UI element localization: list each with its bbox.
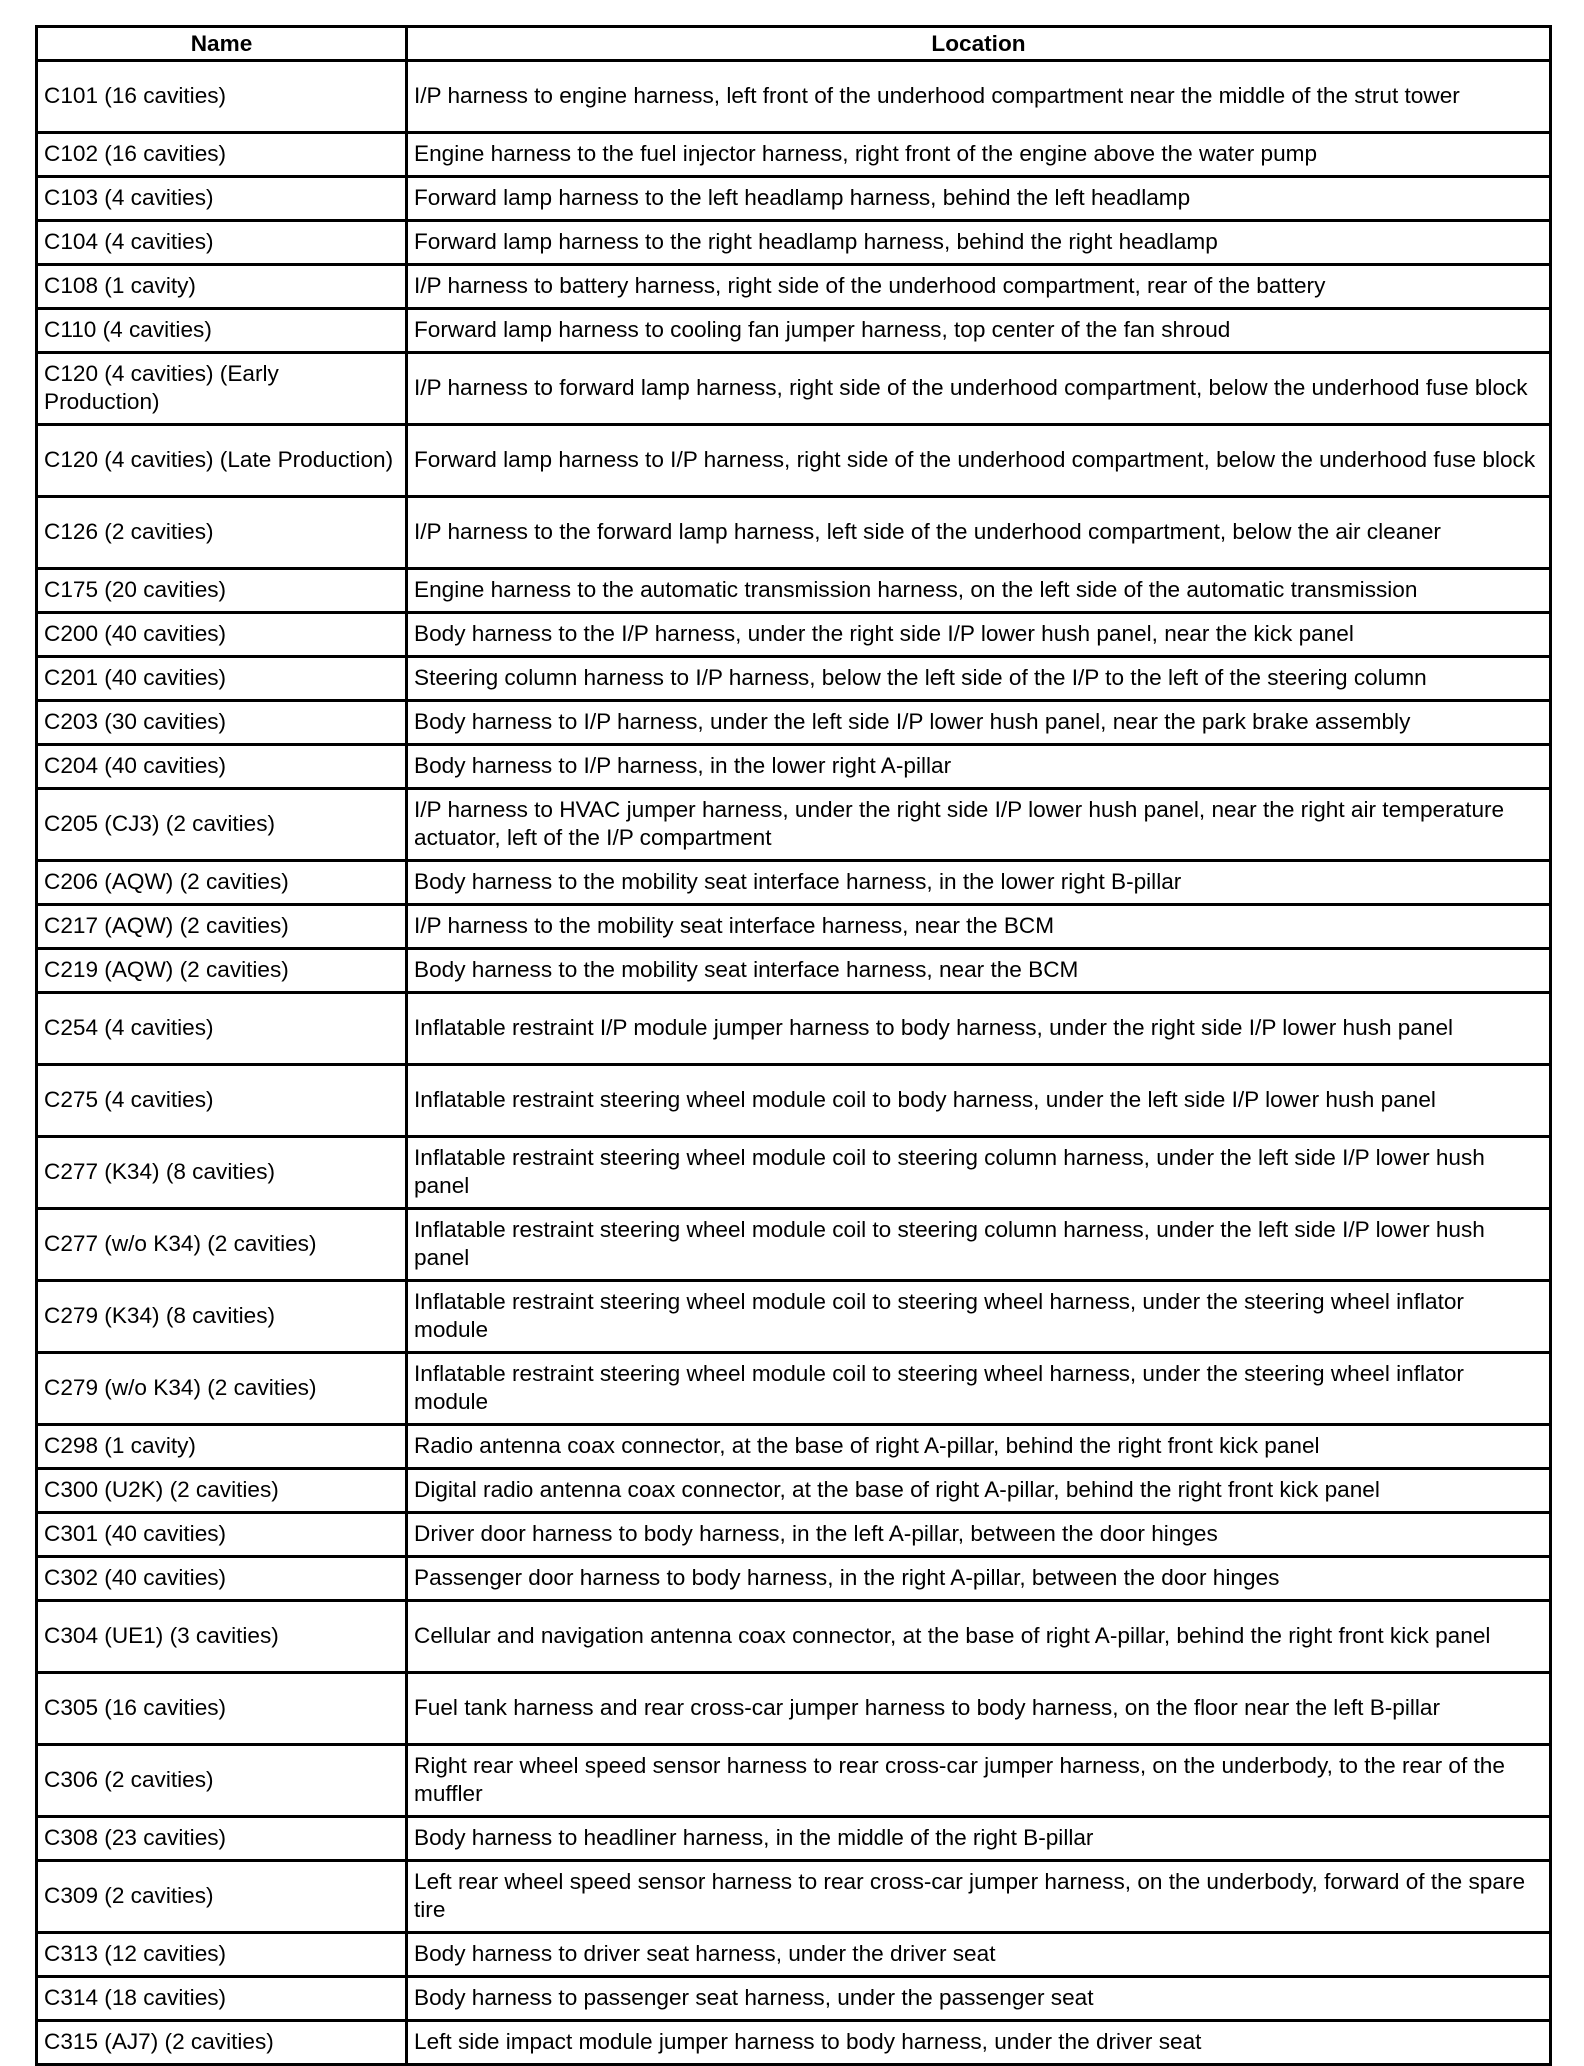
table-row	[37, 861, 1551, 905]
connector-name-cell: C217 (AQW) (2 cavities)	[37, 905, 407, 949]
connector-name-cell: C302 (40 cavities)	[37, 1557, 407, 1601]
connector-location-cell: Forward lamp harness to cooling fan jumper harness, top center of the fan shroud	[407, 309, 1551, 353]
connector-location-cell: Forward lamp harness to the left headlamp harness, behind the left headlamp	[407, 177, 1551, 221]
connector-name-cell: C305 (16 cavities)	[37, 1673, 407, 1745]
connector-name-cell: C254 (4 cavities)	[37, 993, 407, 1065]
table-row	[37, 613, 1551, 657]
connector-location-cell: Inflatable restraint steering wheel module coil to steering column harness, under the left side I/P lower hush panel	[407, 1209, 1551, 1281]
connector-location-cell: Forward lamp harness to the right headlamp harness, behind the right headlamp	[407, 221, 1551, 265]
table-row	[37, 1209, 1551, 1281]
table-row	[37, 265, 1551, 309]
table-row	[37, 133, 1551, 177]
connector-name-cell: C279 (w/o K34) (2 cavities)	[37, 1353, 407, 1425]
connector-name-cell: C279 (K34) (8 cavities)	[37, 1281, 407, 1353]
table-row	[37, 657, 1551, 701]
connector-name-cell: C300 (U2K) (2 cavities)	[37, 1469, 407, 1513]
connector-name-cell: C308 (23 cavities)	[37, 1817, 407, 1861]
table-row	[37, 1425, 1551, 1469]
connector-location-cell: Cellular and navigation antenna coax connector, at the base of right A-pillar, behind the right front kick panel	[407, 1601, 1551, 1673]
table-row	[37, 701, 1551, 745]
connector-location-cell: Engine harness to the automatic transmission harness, on the left side of the automatic transmission	[407, 569, 1551, 613]
connector-name-cell: C219 (AQW) (2 cavities)	[37, 949, 407, 993]
connector-name-cell: C301 (40 cavities)	[37, 1513, 407, 1557]
connector-name-cell: C314 (18 cavities)	[37, 1977, 407, 2021]
connector-name-cell: C306 (2 cavities)	[37, 1745, 407, 1817]
connector-location-cell: I/P harness to HVAC jumper harness, under the right side I/P lower hush panel, near the right air temperature actuator, left of the I/P compartment	[407, 789, 1551, 861]
connector-location-cell: Radio antenna coax connector, at the base of right A-pillar, behind the right front kick panel	[407, 1425, 1551, 1469]
table-body	[37, 61, 1551, 2065]
table-row	[37, 177, 1551, 221]
connector-location-table	[35, 25, 1552, 2066]
document-page	[35, 25, 1549, 2066]
table-row	[37, 497, 1551, 569]
table-row	[37, 1281, 1551, 1353]
connector-location-cell: I/P harness to battery harness, right side of the underhood compartment, rear of the battery	[407, 265, 1551, 309]
connector-location-cell: Driver door harness to body harness, in the left A-pillar, between the door hinges	[407, 1513, 1551, 1557]
connector-location-cell: Left side impact module jumper harness to body harness, under the driver seat	[407, 2021, 1551, 2065]
table-row	[37, 1673, 1551, 1745]
connector-name-cell: C120 (4 cavities) (Early Production)	[37, 353, 407, 425]
connector-name-cell: C104 (4 cavities)	[37, 221, 407, 265]
connector-name-cell: C126 (2 cavities)	[37, 497, 407, 569]
connector-location-cell: Digital radio antenna coax connector, at the base of right A-pillar, behind the right front kick panel	[407, 1469, 1551, 1513]
connector-location-cell: Body harness to passenger seat harness, under the passenger seat	[407, 1977, 1551, 2021]
connector-location-cell: Engine harness to the fuel injector harness, right front of the engine above the water pump	[407, 133, 1551, 177]
table-row	[37, 1861, 1551, 1933]
connector-location-cell: Steering column harness to I/P harness, below the left side of the I/P to the left of the steering column	[407, 657, 1551, 701]
connector-name-cell: C203 (30 cavities)	[37, 701, 407, 745]
connector-name-cell: C277 (K34) (8 cavities)	[37, 1137, 407, 1209]
table-row	[37, 905, 1551, 949]
connector-location-cell: I/P harness to forward lamp harness, right side of the underhood compartment, below the underhood fuse block	[407, 353, 1551, 425]
table-row	[37, 1817, 1551, 1861]
connector-location-cell: Body harness to the mobility seat interface harness, in the lower right B-pillar	[407, 861, 1551, 905]
table-row	[37, 221, 1551, 265]
table-row	[37, 569, 1551, 613]
connector-location-cell: Inflatable restraint steering wheel module coil to body harness, under the left side I/P lower hush panel	[407, 1065, 1551, 1137]
connector-name-cell: C102 (16 cavities)	[37, 133, 407, 177]
connector-location-cell: Body harness to I/P harness, under the left side I/P lower hush panel, near the park brake assembly	[407, 701, 1551, 745]
connector-name-cell: C309 (2 cavities)	[37, 1861, 407, 1933]
column-header-location: Location	[407, 27, 1551, 61]
connector-name-cell: C101 (16 cavities)	[37, 61, 407, 133]
connector-location-cell: Fuel tank harness and rear cross-car jumper harness to body harness, on the floor near the left B-pillar	[407, 1673, 1551, 1745]
table-row	[37, 1933, 1551, 1977]
connector-location-cell: I/P harness to the mobility seat interface harness, near the BCM	[407, 905, 1551, 949]
connector-location-cell: Inflatable restraint steering wheel module coil to steering wheel harness, under the steering wheel inflator module	[407, 1281, 1551, 1353]
connector-name-cell: C206 (AQW) (2 cavities)	[37, 861, 407, 905]
connector-location-cell: Inflatable restraint I/P module jumper harness to body harness, under the right side I/P lower hush panel	[407, 993, 1551, 1065]
connector-location-cell: Inflatable restraint steering wheel module coil to steering wheel harness, under the steering wheel inflator module	[407, 1353, 1551, 1425]
table-row	[37, 1745, 1551, 1817]
connector-location-cell: Left rear wheel speed sensor harness to rear cross-car jumper harness, on the underbody, forward of the spare tire	[407, 1861, 1551, 1933]
connector-name-cell: C277 (w/o K34) (2 cavities)	[37, 1209, 407, 1281]
table-row	[37, 745, 1551, 789]
table-row	[37, 949, 1551, 993]
table-row	[37, 789, 1551, 861]
table-row	[37, 1513, 1551, 1557]
table-row	[37, 353, 1551, 425]
table-row	[37, 309, 1551, 353]
connector-location-cell: I/P harness to engine harness, left front of the underhood compartment near the middle of the strut tower	[407, 61, 1551, 133]
connector-name-cell: C175 (20 cavities)	[37, 569, 407, 613]
table-row	[37, 2021, 1551, 2065]
table-row	[37, 1601, 1551, 1673]
connector-name-cell: C120 (4 cavities) (Late Production)	[37, 425, 407, 497]
table-row	[37, 1469, 1551, 1513]
connector-name-cell: C110 (4 cavities)	[37, 309, 407, 353]
table-row	[37, 1557, 1551, 1601]
connector-name-cell: C304 (UE1) (3 cavities)	[37, 1601, 407, 1673]
connector-location-cell: Inflatable restraint steering wheel module coil to steering column harness, under the left side I/P lower hush panel	[407, 1137, 1551, 1209]
connector-location-cell: Body harness to the mobility seat interface harness, near the BCM	[407, 949, 1551, 993]
connector-name-cell: C313 (12 cavities)	[37, 1933, 407, 1977]
connector-location-cell: Body harness to I/P harness, in the lower right A-pillar	[407, 745, 1551, 789]
connector-location-cell: I/P harness to the forward lamp harness, left side of the underhood compartment, below the air cleaner	[407, 497, 1551, 569]
connector-name-cell: C205 (CJ3) (2 cavities)	[37, 789, 407, 861]
connector-name-cell: C201 (40 cavities)	[37, 657, 407, 701]
table-row	[37, 425, 1551, 497]
connector-name-cell: C275 (4 cavities)	[37, 1065, 407, 1137]
connector-location-cell: Passenger door harness to body harness, in the right A-pillar, between the door hinges	[407, 1557, 1551, 1601]
connector-name-cell: C298 (1 cavity)	[37, 1425, 407, 1469]
connector-location-cell: Forward lamp harness to I/P harness, right side of the underhood compartment, below the underhood fuse block	[407, 425, 1551, 497]
connector-name-cell: C103 (4 cavities)	[37, 177, 407, 221]
connector-location-cell: Body harness to headliner harness, in the middle of the right B-pillar	[407, 1817, 1551, 1861]
connector-location-cell: Body harness to the I/P harness, under the right side I/P lower hush panel, near the kick panel	[407, 613, 1551, 657]
table-row	[37, 1977, 1551, 2021]
table-row	[37, 61, 1551, 133]
connector-name-cell: C315 (AJ7) (2 cavities)	[37, 2021, 407, 2065]
table-row	[37, 1137, 1551, 1209]
table-row	[37, 1065, 1551, 1137]
table-header-row	[37, 27, 1551, 61]
connector-name-cell: C108 (1 cavity)	[37, 265, 407, 309]
table-row	[37, 993, 1551, 1065]
column-header-name: Name	[37, 27, 407, 61]
connector-location-cell: Right rear wheel speed sensor harness to rear cross-car jumper harness, on the underbody, to the rear of the muffler	[407, 1745, 1551, 1817]
connector-location-cell: Body harness to driver seat harness, under the driver seat	[407, 1933, 1551, 1977]
connector-name-cell: C200 (40 cavities)	[37, 613, 407, 657]
connector-name-cell: C204 (40 cavities)	[37, 745, 407, 789]
table-row	[37, 1353, 1551, 1425]
